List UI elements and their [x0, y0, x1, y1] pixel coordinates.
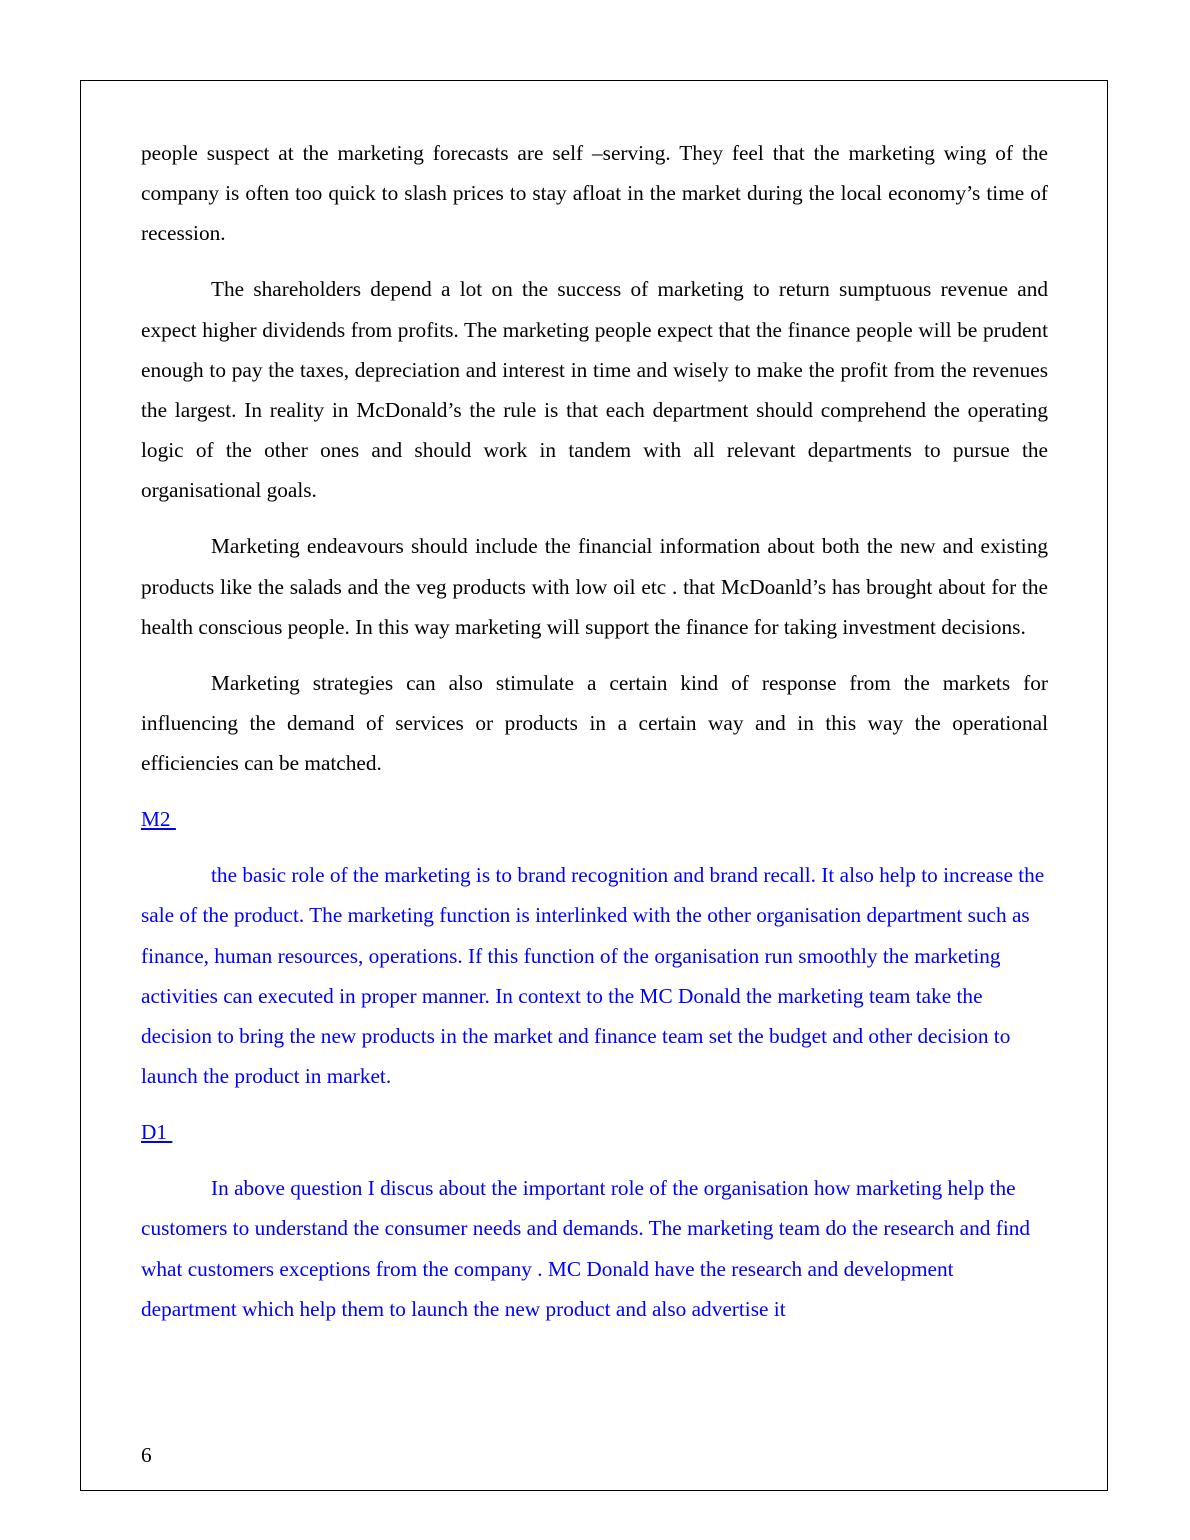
paragraph-3: Marketing endeavours should include the financial information about both the new and existing products like the salads and the veg products with low oil etc . that McDoanld’s has brought about for the health conscious people. In this way marketing will support the finance for taking investment decisions. [141, 534, 1048, 639]
page-number: 6 [141, 1443, 152, 1467]
paragraph-2: The shareholders depend a lot on the success of marketing to return sumptuous revenue and expect higher dividends from profits. The marketing people expect that the finance people will be prudent enough to pay the taxes, depreciation and interest in time and wisely to make the profit from the revenues the largest. In reality in McDonald’s the rule is that each department should comprehend the operating logic of the other ones and should work in tandem with all relevant departments to pursue the organisational goals. [141, 277, 1048, 503]
d1-heading-link[interactable]: D1 [141, 1120, 173, 1145]
m2-heading-link[interactable]: M2 [141, 807, 176, 832]
paragraph-1: people suspect at the marketing forecasts are self –serving. They feel that the marketing wing of the company is often too quick to slash prices to stay afloat in the market during the local economy’s time of recession. [141, 141, 1048, 246]
m2-paragraph: the basic role of the marketing is to brand recognition and brand recall. It also help to increase the sale of the product. The marketing function is interlinked with the other organisation department such as finance, human resources, operations. If this function of the organisation run smoothly the marketing activities can executed in proper manner. In context to the MC Donald the marketing team take the decision to bring the new products in the market and finance team set the budget and other decision to launch the product in market. [141, 863, 1045, 1089]
d1-paragraph: In above question I discus about the important role of the organisation how marketing help the customers to understand the consumer needs and demands. The marketing team do the research and find what customers exceptions from the company . MC Donald have the research and development department which help them to launch the new product and also advertise it [141, 1176, 1031, 1321]
paragraph-4: Marketing strategies can also stimulate a certain kind of response from the markets for influencing the demand of services or products in a certain way and in this way the operational efficiencies can be matched. [141, 670, 1048, 776]
document-body [141, 133, 1048, 1345]
